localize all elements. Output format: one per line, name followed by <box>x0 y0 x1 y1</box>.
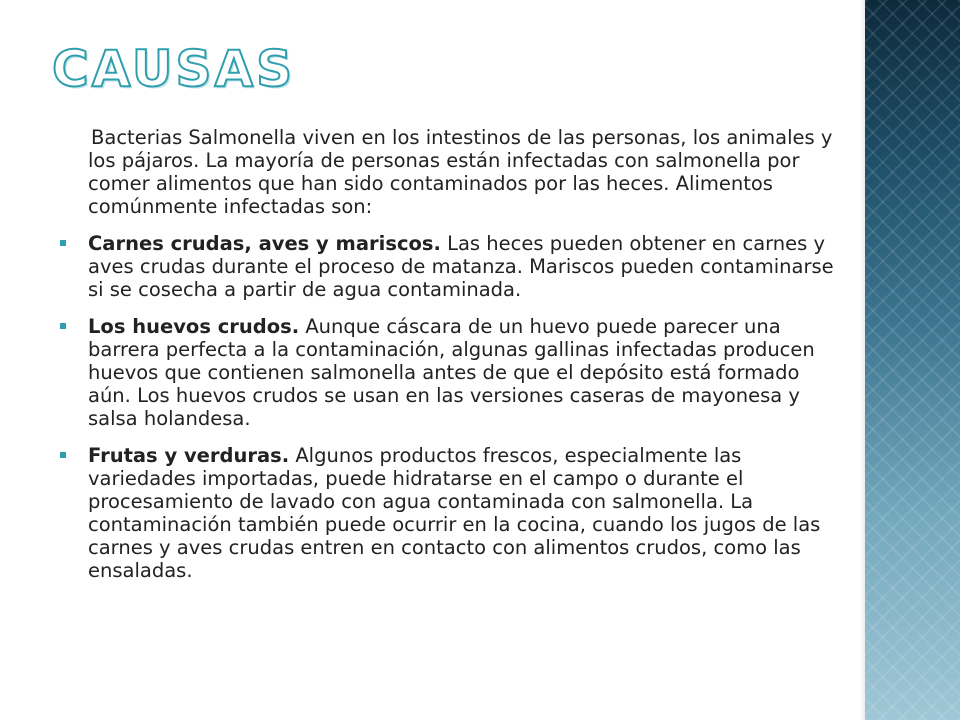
decorative-side-panel <box>865 0 960 720</box>
slide-title: CAUSAS <box>52 40 296 98</box>
bullet-list <box>60 232 840 582</box>
slide-body <box>60 126 840 596</box>
bullet-heading: Los huevos crudos. <box>88 315 300 338</box>
bullet-heading: Frutas y verduras. <box>88 444 290 467</box>
intro-paragraph: Bacterias Salmonella viven en los intestinos de las personas, los animales y los pájaros. La mayoría de personas están infectadas con salmonella por comer alimentos que han sido contaminados por las heces. Alimentos comúnmente infectadas son: <box>88 126 833 218</box>
square-bullet-icon <box>60 240 66 246</box>
square-bullet-icon <box>60 323 66 329</box>
bullet-text: Algunos productos frescos, especialmente las variedades importadas, puede hidratarse en el campo o durante el procesamiento de lavado con agua contaminada con salmonella. La contaminación también puede ocurrir en la cocina, cuando los jugos de las carnes y aves crudas entren en contacto con alimentos crudos, como las ensaladas. <box>88 444 821 582</box>
bullet-heading: Carnes crudas, aves y mariscos. <box>88 232 441 255</box>
bullet-item-huevos <box>60 315 840 430</box>
bullet-item-frutas <box>60 444 840 582</box>
bullet-text: Las heces pueden obtener en carnes y aves crudas durante el proceso de matanza. Mariscos pueden contaminarse si se cosecha a partir de agua contaminada. <box>88 232 834 301</box>
bullet-text: Aunque cáscara de un huevo puede parecer una barrera perfecta a la contaminación, algunas gallinas infectadas producen huevos que contienen salmonella antes de que el depósito está formado aún. Los huevos crudos se usan en las versiones caseras de mayonesa y salsa holandesa. <box>88 315 815 430</box>
bullet-item-carnes <box>60 232 840 301</box>
square-bullet-icon <box>60 452 66 458</box>
